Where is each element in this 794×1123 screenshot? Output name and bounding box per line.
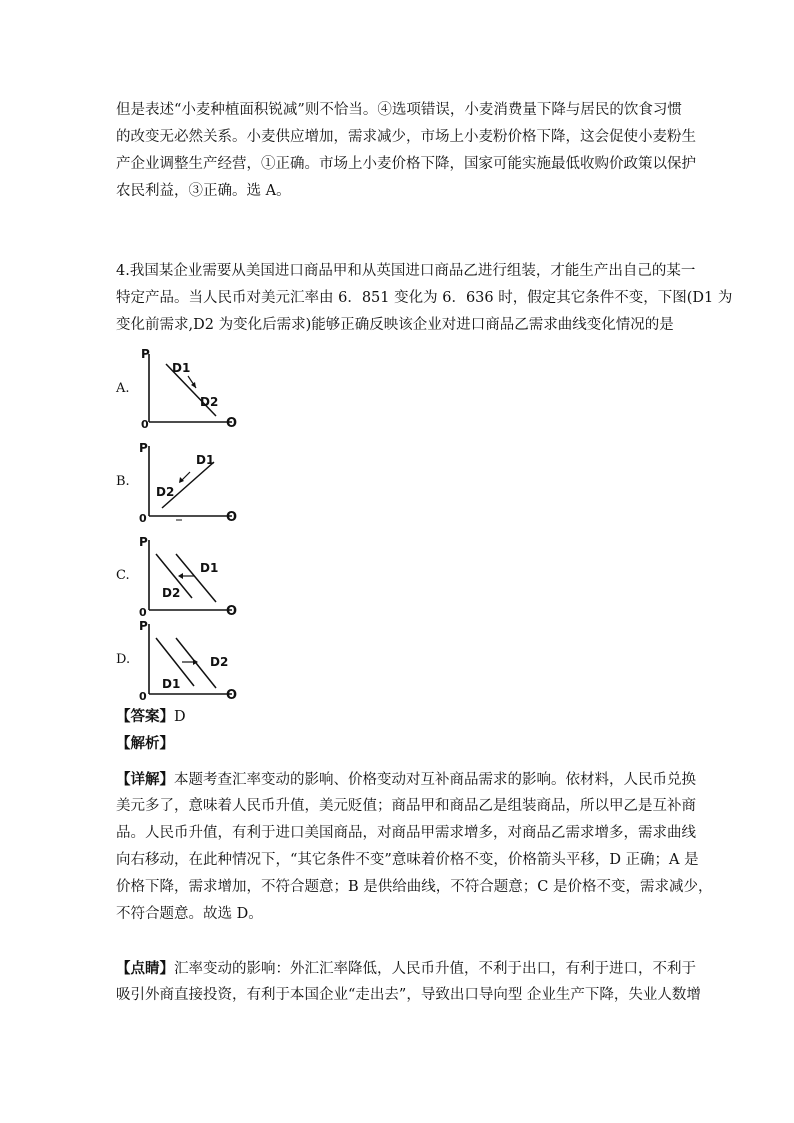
text-line bbox=[116, 955, 696, 982]
detail-section bbox=[116, 766, 713, 928]
text-line bbox=[116, 766, 696, 793]
option-c-graph bbox=[136, 532, 246, 622]
x-axis-label: O bbox=[226, 604, 238, 618]
text-line: 美元多了，意味着人民币升值，美元贬值；商品甲和商品乙是组装商品，所以甲乙是互补商 bbox=[116, 798, 696, 814]
curve-label-d2: D2 bbox=[156, 485, 175, 499]
curve-label-d2: D2 bbox=[162, 586, 181, 600]
x-axis-label: O bbox=[226, 416, 238, 430]
text-line: 特定产品。当人民币对美元汇率由 6．851 变化为 6．636 时，假定其它条件不变，下图(D1 为 bbox=[116, 290, 733, 306]
origin-label: 0 bbox=[139, 512, 147, 524]
detail-text: 本题考查汇率变动的影响、价格变动对互补商品需求的影响。依材料，人民币兑换 bbox=[174, 772, 696, 788]
point-tag: 【点睛】 bbox=[116, 960, 174, 977]
curve-label-d1: D1 bbox=[162, 677, 181, 691]
analysis-line bbox=[116, 730, 688, 757]
answer-line bbox=[116, 703, 688, 730]
option-d-graph bbox=[136, 616, 246, 706]
text-line: 品。人民币升值，有利于进口美国商品，对商品甲需求增多，对商品乙需求增多，需求曲线 bbox=[116, 825, 696, 841]
detail-tag: 【详解】 bbox=[116, 771, 174, 788]
text-line: 价格下降，需求增加，不符合题意；B 是供给曲线，不符合题意；C 是价格不变，需求减少， bbox=[116, 879, 713, 895]
y-axis-label: P bbox=[141, 347, 150, 361]
point-text: 汇率变动的影响：外汇汇率降低，人民币升值，不利于出口，有利于进口，不利于 bbox=[174, 961, 696, 977]
x-axis-label: O bbox=[226, 510, 238, 524]
curve-label-d1: D1 bbox=[196, 453, 215, 467]
y-axis-label: P bbox=[139, 619, 148, 633]
option-b-label: B. bbox=[116, 474, 130, 489]
origin-label: 0 bbox=[139, 606, 147, 618]
analysis-tag: 【解析】 bbox=[116, 735, 174, 752]
arrow-head bbox=[179, 477, 184, 483]
top-paragraph bbox=[116, 97, 696, 205]
y-axis-label: P bbox=[139, 441, 148, 455]
question-text bbox=[116, 258, 733, 339]
answer-value: D bbox=[174, 709, 186, 725]
arrow-head bbox=[178, 573, 183, 579]
curve-label-d1: D1 bbox=[200, 561, 219, 575]
option-a-label: A. bbox=[116, 381, 130, 396]
text-line: 不符合题意。故选 D。 bbox=[116, 906, 263, 922]
answer-tag: 【答案】 bbox=[116, 708, 174, 725]
point-section bbox=[116, 955, 701, 1009]
text-line: 吸引外商直接投资，有利于本国企业“走出去”，导致出口导向型 企业生产下降，失业人数增 bbox=[116, 987, 701, 1003]
origin-label: 0 bbox=[141, 418, 149, 430]
text-line: 农民利益，③正确。选 A。 bbox=[116, 183, 291, 199]
curve-label-d2: D2 bbox=[200, 395, 219, 409]
x-axis-label: O bbox=[226, 688, 238, 702]
y-axis-label: P bbox=[139, 535, 148, 549]
text-line: 的改变无必然关系。小麦供应增加，需求减少，市场上小麦粉价格下降，这会促使小麦粉生 bbox=[116, 129, 696, 145]
option-a-graph bbox=[136, 344, 246, 434]
answer-section bbox=[116, 703, 688, 757]
curve-label-d1: D1 bbox=[172, 361, 191, 375]
origin-label: 0 bbox=[139, 690, 147, 702]
text-line: 但是表述“小麦种植面积锐减”则不恰当。④选项错误，小麦消费量下降与居民的饮食习惯 bbox=[116, 102, 682, 118]
arrow-head bbox=[191, 382, 196, 388]
curve-label-d2: D2 bbox=[210, 655, 229, 669]
text-line: 变化前需求,D2 为变化后需求)能够正确反映该企业对进口商品乙需求曲线变化情况的是 bbox=[116, 317, 674, 333]
option-b-graph bbox=[136, 438, 246, 528]
text-line: 产企业调整生产经营，①正确。市场上小麦价格下降，国家可能实施最低收购价政策以保护 bbox=[116, 156, 696, 172]
option-d-label: D. bbox=[116, 652, 131, 667]
option-c-label: C. bbox=[116, 568, 130, 583]
text-line: 4.我国某企业需要从美国进口商品甲和从英国进口商品乙进行组装，才能生产出自己的某一 bbox=[116, 263, 696, 279]
text-line: 向右移动，在此种情况下，“其它条件不变”意味着价格不变，价格箭头平移，D 正确；A 是 bbox=[116, 852, 699, 868]
